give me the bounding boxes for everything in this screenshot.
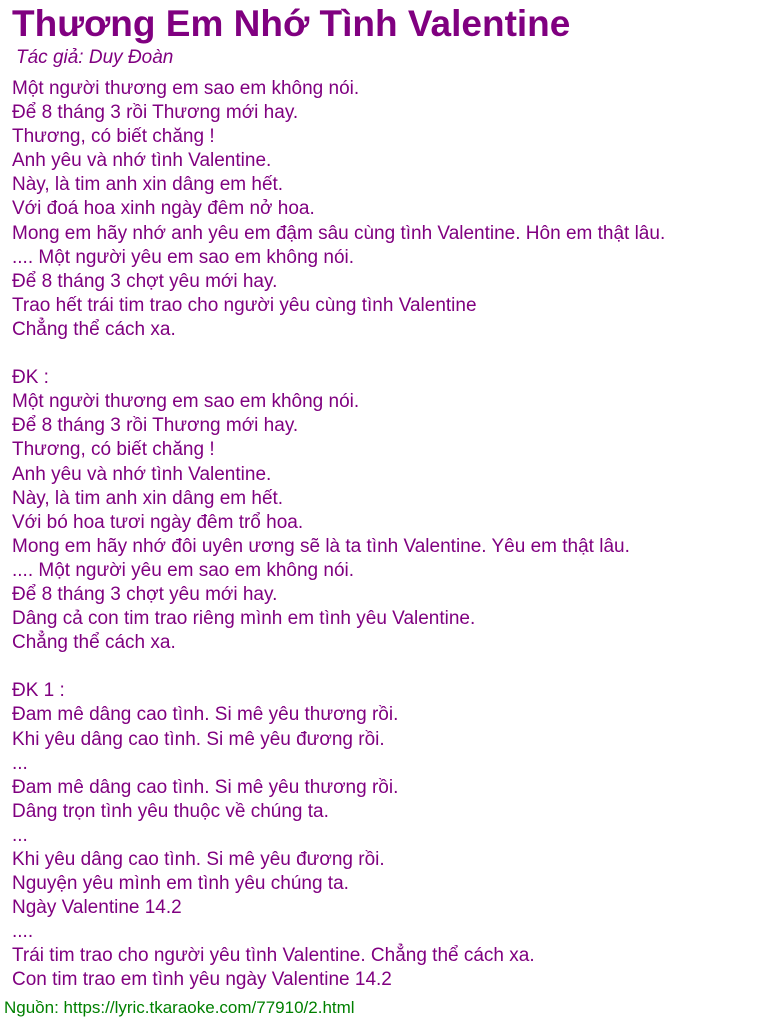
- source-link[interactable]: Nguồn: https://lyric.tkaraoke.com/77910/2.html: [4, 998, 355, 1017]
- lyric-line: [12, 655, 762, 679]
- lyric-line: Này, là tim anh xin dâng em hết.: [12, 174, 284, 196]
- lyric-line: Để 8 tháng 3 rồi Thương mới hay.: [12, 415, 299, 437]
- lyric-line: Với bó hoa tươi ngày đêm trổ hoa.: [12, 511, 304, 533]
- lyric-line: Để 8 tháng 3 chợt yêu mới hay.: [12, 583, 278, 605]
- lyric-line: [12, 342, 762, 366]
- lyric-line: Này, là tim anh xin dâng em hết.: [12, 487, 284, 509]
- lyric-line: Để 8 tháng 3 chợt yêu mới hay.: [12, 270, 278, 292]
- song-title: Thương Em Nhớ Tình Valentine: [12, 3, 571, 44]
- lyric-line: Trái tim trao cho người yêu tình Valentine. Chẳng thể cách xa.: [12, 945, 535, 967]
- lyric-line: Một người thương em sao em không nói.: [12, 391, 360, 413]
- lyric-line: Với đoá hoa xinh ngày đêm nở hoa.: [12, 198, 315, 220]
- lyric-line: .... Một người yêu em sao em không nói.: [12, 246, 355, 268]
- lyric-line: .... Một người yêu em sao em không nói.: [12, 559, 355, 581]
- lyric-line: Con tim trao em tình yêu ngày Valentine 14.2: [12, 969, 392, 991]
- lyric-line: Anh yêu và nhớ tình Valentine.: [12, 150, 272, 172]
- lyrics-block: [12, 77, 762, 993]
- lyric-line: Khi yêu dâng cao tình. Si mê yêu đương rồi.: [12, 728, 385, 750]
- lyric-line: Anh yêu và nhớ tình Valentine.: [12, 463, 272, 485]
- lyric-line: Ngày Valentine 14.2: [12, 897, 182, 919]
- lyric-line: Chẳng thể cách xa.: [12, 318, 176, 340]
- lyric-line: ...: [12, 824, 28, 846]
- lyric-line: Nguyện yêu mình em tình yêu chúng ta.: [12, 873, 349, 895]
- song-author: Tác giả: Duy Đoàn: [16, 47, 174, 68]
- lyric-line: ĐK 1 :: [12, 680, 65, 702]
- lyric-line: Mong em hãy nhớ anh yêu em đậm sâu cùng tình Valentine. Hôn em thật lâu.: [12, 222, 666, 244]
- lyric-line: ĐK :: [12, 367, 49, 389]
- lyric-line: Chẳng thể cách xa.: [12, 632, 176, 654]
- lyric-line: Mong em hãy nhớ đôi uyên ương sẽ là ta tình Valentine. Yêu em thật lâu.: [12, 535, 630, 557]
- lyric-line: ...: [12, 752, 28, 774]
- lyric-line: Thương, có biết chăng !: [12, 439, 215, 461]
- lyric-line: Thương, có biết chăng !: [12, 126, 215, 148]
- lyric-line: Đam mê dâng cao tình. Si mê yêu thương rồi.: [12, 704, 399, 726]
- lyric-line: Đam mê dâng cao tình. Si mê yêu thương rồi.: [12, 776, 399, 798]
- lyric-line: Khi yêu dâng cao tình. Si mê yêu đương rồi.: [12, 849, 385, 870]
- lyric-line: Để 8 tháng 3 rồi Thương mới hay.: [12, 102, 299, 124]
- lyric-line: Dâng cả con tim trao riêng mình em tình yêu Valentine.: [12, 608, 476, 630]
- lyric-line: Dâng trọn tình yêu thuộc về chúng ta.: [12, 800, 329, 822]
- lyric-line: Trao hết trái tim trao cho người yêu cùng tình Valentine: [12, 294, 477, 316]
- lyric-line: ....: [12, 921, 34, 943]
- lyric-line: Một người thương em sao em không nói.: [12, 78, 360, 99]
